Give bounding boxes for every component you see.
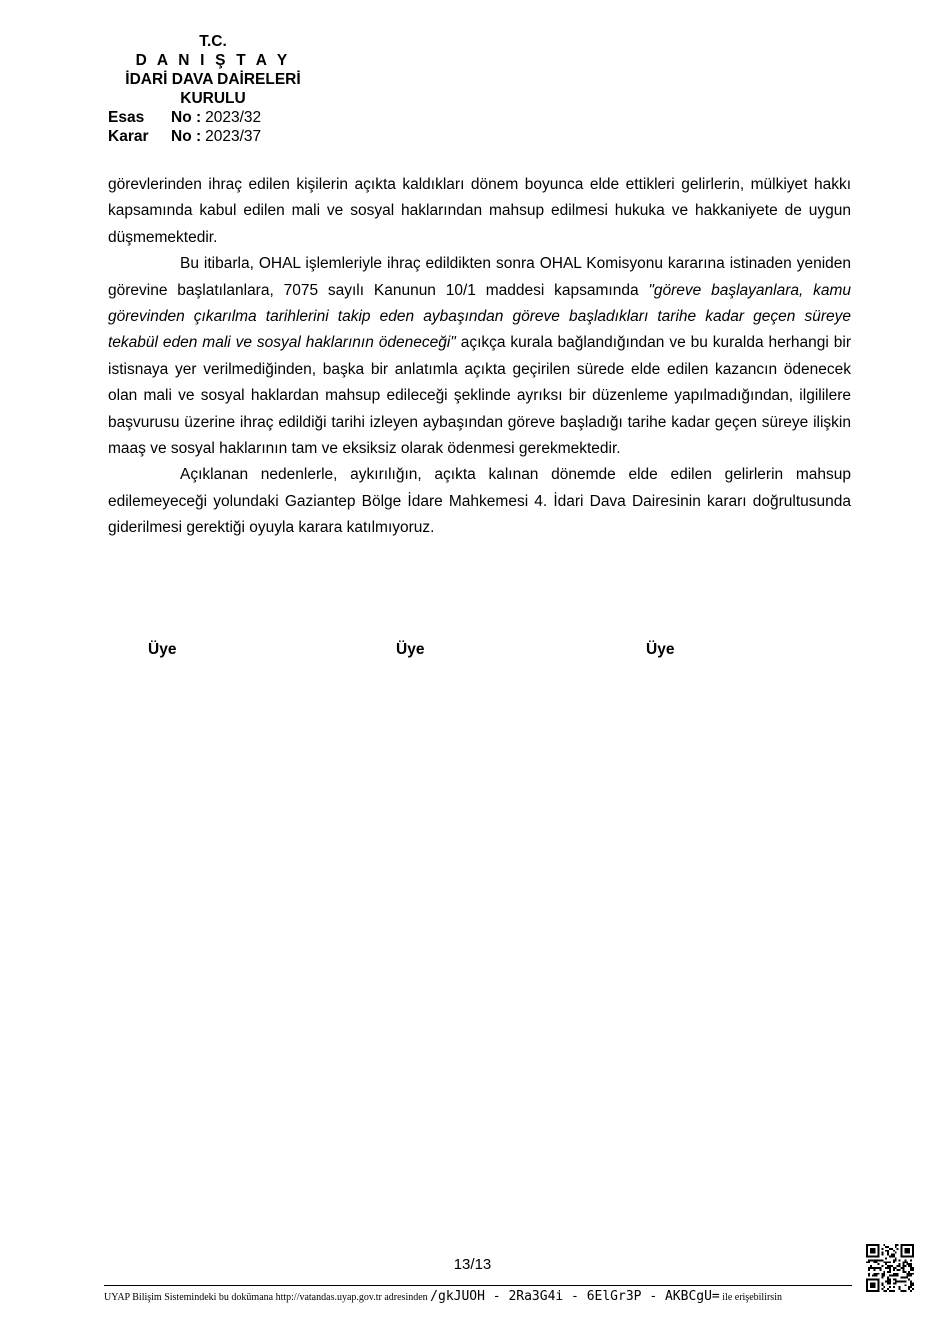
member-label-3: Üye bbox=[646, 641, 675, 658]
header-kurulu: KURULU bbox=[180, 90, 246, 107]
header-daireler: İDARİ DAVA DAİRELERİ bbox=[125, 71, 301, 88]
esas-no-label: No : bbox=[171, 109, 202, 126]
footer-suffix: ile erişebilirsin bbox=[722, 1292, 782, 1303]
paragraph-1: görevlerinden ihraç edilen kişilerin açıkta kaldıkları dönem boyunca elde ettikleri gelirlerin, mülkiyet hakkı kapsamında kabul edilen mali ve sosyal haklarından mahsup edilmesi hukuka ve hakkaniyete de uygun düşmemektedir. bbox=[108, 176, 851, 246]
page-number: 13/13 bbox=[453, 1256, 492, 1273]
header-tc: T.C. bbox=[199, 33, 227, 50]
footer-prefix: UYAP Bilişim Sistemindeki bu dokümana http://vatandas.uyap.gov.tr adresinden bbox=[104, 1292, 428, 1303]
footer-code: /gkJUOH - 2Ra3G4i - 6ElGr3P - AKBCgU= bbox=[430, 1289, 720, 1304]
paragraph-3: Açıklanan nedenlerle, aykırılığın, açıkta kalınan dönemde elde edilen gelirlerin mahsup edilemeyeceği yolundaki Gaziantep Bölge İdare Mahkemesi 4. İdari Dava Dairesinin kararı doğrultusunda giderilmesi gerektiği oyuyla karara katılmıyoruz. bbox=[108, 466, 851, 537]
paragraph-2 bbox=[108, 251, 851, 462]
document-header bbox=[108, 32, 338, 146]
esas-value: 2023/32 bbox=[205, 109, 262, 126]
karar-value: 2023/37 bbox=[205, 128, 262, 145]
member-label-2: Üye bbox=[396, 641, 425, 658]
header-danistay: D A N I Ş T A Y bbox=[135, 52, 291, 69]
paragraph-2-start: Bu itibarla, OHAL işlemleriyle ihraç edildikten sonra OHAL Komisyonu kararına istinaden yeniden görevine başlatılanlara, 7075 sayılı Kanunun 10/1 maddesi kapsamında bbox=[108, 255, 851, 299]
document-body bbox=[108, 172, 851, 542]
paragraph-2-quote: "göreve başlayanlara, kamu görevinden çıkarılma tarihlerini takip eden aybaşından göreve başladıkları tarihe kadar geçen süreye tekabül eden mali ve sosyal haklarının ödeneceği" bbox=[108, 281, 852, 352]
qr-code-icon bbox=[866, 1244, 914, 1292]
karar-no-label: No : bbox=[171, 128, 202, 145]
member-label-1: Üye bbox=[148, 641, 177, 658]
karar-number-row bbox=[108, 127, 338, 146]
footer-verification bbox=[104, 1289, 864, 1304]
esas-label: Esas bbox=[108, 109, 145, 126]
paragraph-2-end: açıkça kurala bağlandığından ve bu kuralda herhangi bir istisnaya yer verilmediğinden, başka bir anlatımla açıkta geçirilen sürede elde edilen kazancın ödenecek olan mali ve sosyal haklardan mahsup edileceği şeklinde ayrıksı bir düzenleme yapılmadığından, ilgililere başvurusu üzerine ihraç edildiği tarihi izleyen aybaşından göreve başladığı tarihe kadar geçen süreye ilişkin maaş ve sosyal haklarının tam ve eksiksiz olarak ödenmesi gerekmektedir. bbox=[108, 334, 851, 458]
esas-number-row bbox=[108, 108, 338, 127]
footer-divider bbox=[104, 1285, 852, 1286]
karar-label: Karar bbox=[108, 128, 149, 145]
